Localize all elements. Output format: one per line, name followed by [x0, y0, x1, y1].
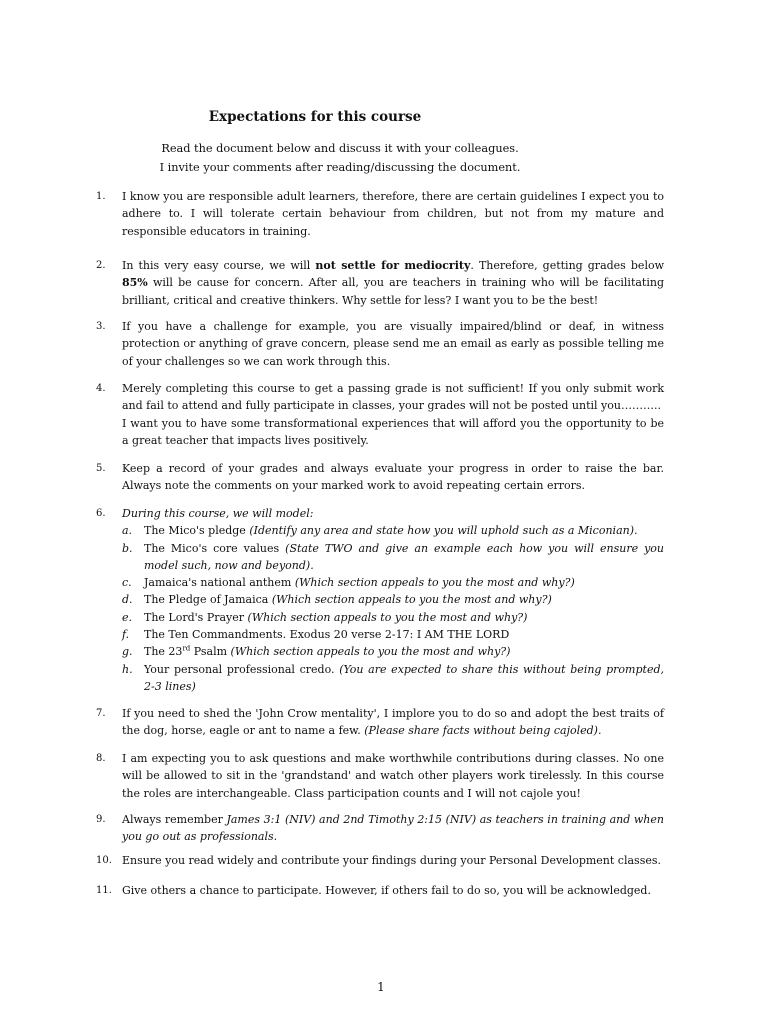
sub-letter: d. — [122, 593, 133, 607]
list-item-3 — [96, 318, 664, 370]
item-text-post: will be cause for concern. After all, you are teachers in training who will be facilitating brilliant, critical and creative thinkers. Why settle for less? I want you to be the best! — [122, 276, 664, 307]
sub-text: The Ten Commandments. Exodus 20 verse 2-17: I AM THE LORD — [144, 628, 510, 642]
sub-item-f — [122, 626, 664, 643]
intro-line-1: Read the document below and discuss it with your colleagues. — [161, 142, 519, 155]
sub-letter: e. — [122, 610, 133, 624]
list-item-8 — [96, 750, 664, 802]
item-number: 11. — [96, 885, 112, 896]
sub-text: The 23 — [144, 645, 183, 659]
list-item-9 — [96, 811, 664, 846]
item-text-mid: . Therefore, getting grades below — [470, 259, 664, 272]
sub-item-d — [122, 591, 664, 608]
sub-item-c — [122, 574, 664, 591]
sub-superscript: rd — [182, 644, 191, 653]
sub-text: Your personal professional credo. — [144, 662, 340, 676]
item-bold-percent: 85% — [122, 276, 148, 290]
intro-line-2: I invite your comments after reading/discussing the document. — [159, 161, 521, 174]
item-text: Keep a record of your grades and always evaluate your progress in order to raise the bar. Always note the comments on your marked work to avoid repeating certain errors. — [122, 462, 664, 493]
list-item-6 — [96, 505, 664, 695]
sub-item-a — [122, 522, 664, 539]
item-text-2: I want you to have some transformational experiences that will afford you the opportunity to be a great teacher that impacts lives positively. — [122, 416, 664, 447]
sub-note: (State TWO and give an example each how you will ensure you model such, now and beyond). — [144, 541, 664, 572]
sub-text: Jamaica's national anthem — [144, 576, 295, 590]
list-item-1 — [96, 188, 664, 240]
list-item-7 — [96, 705, 664, 740]
sub-note: (Which section appeals to you the most and why?) — [271, 593, 552, 607]
page-title — [0, 109, 630, 125]
item-number: 3. — [96, 321, 106, 332]
item-intro: During this course, we will model: — [122, 507, 314, 520]
item-number: 6. — [96, 508, 106, 519]
item-text: I am expecting you to ask questions and make worthwhile contributions during classes. No one will be allowed to sit in the 'grandstand' and watch other players work tirelessly. In this course the roles are interchangeable. Class participation counts and I will not cajole you! — [122, 752, 664, 800]
title-text: Expectations for this course — [208, 109, 422, 125]
sub-text: The Mico's core values — [144, 541, 286, 555]
sub-note: (You are expected to share this without being prompted, 2-3 lines) — [144, 662, 664, 693]
item-number: 1. — [96, 191, 106, 202]
item-number: 9. — [96, 814, 106, 825]
item-text: If you need to shed the 'John Crow mentality', I implore you to do so and adopt the best traits of the dog, horse, eagle or ant to name a few. — [122, 707, 664, 738]
sub-note: (Identify any area and state how you will uphold such as a Miconian). — [249, 524, 638, 538]
list-item-5 — [96, 460, 664, 495]
sub-note: (Which section appeals to you the most and why?) — [247, 610, 528, 624]
sub-letter: b. — [122, 541, 133, 555]
list-item-11 — [96, 882, 664, 899]
sub-text: The Lord's Prayer — [144, 610, 248, 624]
sub-letter: a. — [122, 524, 133, 538]
sub-item-g — [122, 643, 664, 660]
sub-letter: c. — [122, 576, 132, 590]
page-number: 1 — [377, 980, 385, 994]
item-text: Merely completing this course to get a passing grade is not sufficient! If you only submit work and fail to attend and fully participate in classes, your grades will not be posted until you……….. — [122, 382, 664, 413]
sub-letter: f. — [122, 628, 130, 642]
item-text: Ensure you read widely and contribute your findings during your Personal Development classes. — [122, 854, 661, 867]
item-note: (Please share facts without being cajoled). — [364, 724, 602, 738]
item-text: Give others a chance to participate. However, if others fail to do so, you will be acknowledged. — [122, 884, 651, 897]
list-item-4 — [96, 380, 664, 449]
sub-item-e — [122, 609, 664, 626]
sub-item-b — [122, 540, 664, 575]
list-item-10 — [96, 852, 664, 869]
sub-letter: h. — [122, 662, 133, 676]
item-number: 8. — [96, 753, 106, 764]
item-text-pre: In this very easy course, we will — [122, 259, 316, 272]
sub-text-after: Psalm — [190, 645, 231, 659]
sub-note: (Which section appeals to you the most and why?) — [230, 645, 511, 659]
item-number: 4. — [96, 383, 106, 394]
item-bold-text: not settle for mediocrity — [315, 259, 471, 272]
item-number: 2. — [96, 260, 106, 271]
list-item-2 — [96, 257, 664, 309]
item-number: 10. — [96, 855, 112, 866]
sub-note: (Which section appeals to you the most and why?) — [294, 576, 575, 590]
item-text: If you have a challenge for example, you are visually impaired/blind or deaf, in witness protection or anything of grave concern, please send me an email as early as possible telling me of your challenges so we can work through this. — [122, 320, 664, 368]
item-text-pre: Always remember — [122, 813, 227, 826]
sub-text: The Pledge of Jamaica — [144, 593, 272, 607]
item-number: 7. — [96, 708, 106, 719]
sub-text: The Mico's pledge — [144, 524, 250, 538]
sub-item-h — [122, 661, 664, 696]
item-note: James 3:1 (NIV) and 2nd Timothy 2:15 (NIV) as teachers in training and when you go out as professionals. — [122, 813, 664, 844]
sub-letter: g. — [122, 645, 133, 659]
item-number: 5. — [96, 463, 106, 474]
item-text: I know you are responsible adult learners, therefore, there are certain guidelines I expect you to adhere to. I will tolerate certain behaviour from children, but not from my mature and responsible educators in training. — [122, 190, 664, 238]
